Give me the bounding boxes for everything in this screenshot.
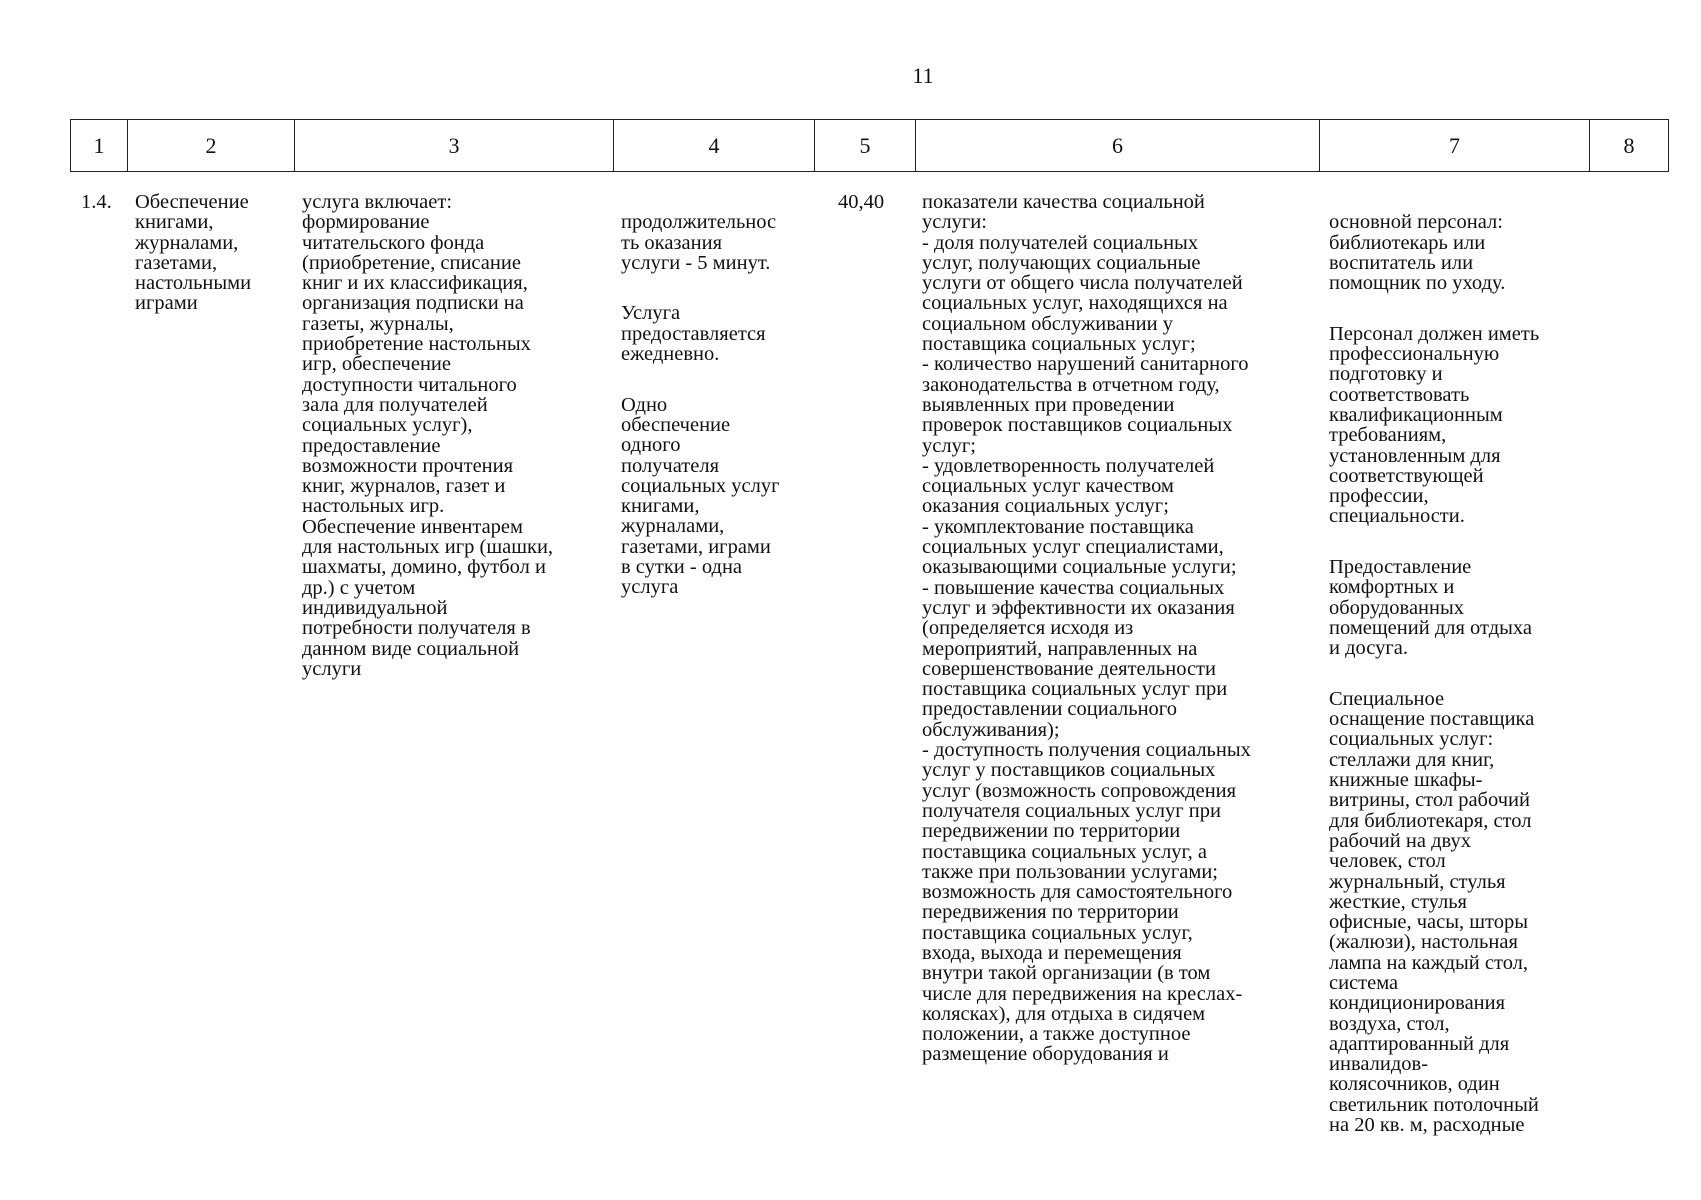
unit-text: Одно обеспечение одного получателя социальных услуг книгами, журналами, газетами, играми в сутки - одна услуга	[621, 393, 780, 599]
duration-text: продолжительнос ть оказания услуги - 5 минут.	[621, 211, 777, 274]
header-cell-1: 1	[71, 120, 128, 172]
service-cost: 40,40	[838, 191, 885, 213]
header-cell-5: 5	[815, 120, 916, 172]
page-number: 11	[912, 63, 934, 88]
premises-text: Предоставление комфортных и оборудованных помещений для отдыха и досуга.	[1329, 556, 1532, 660]
service-duration	[621, 192, 821, 628]
equipment-text: Специальное оснащение поставщика социальных услуг: стеллажи для книг, книжные шкафы- витрины, стол рабочий для библиотекаря, стол рабочий на двух человек, стол журнальный, стулья жесткие, стулья офисные, часы, шторы (жалюзи), настольная лампа на каждый стол, система кондиционирования воздуха, стол, адаптированный для инвалидов- колясочников, один светильник потолочный на 20 кв. м, расходные	[1329, 687, 1539, 1137]
quality-indicators: показатели качества социальной услуги: - доля получателей социальных услуг, получающих социальные услуги от общего числа получателей социальных услуг, находящихся на социальном обслуживании у поставщика социальных услуг; - количество нарушений санитарного законодательства в отчетном году, выявленных при проведении проверок поставщиков социальных услуг; - удовлетворенность получателей социальных услуг качеством оказания социальных услуг; - укомплектование поставщика социальных услуг специалистами, оказывающими социальные услуги; - повышение качества социальных услуг и эффективности их оказания (определяется исходя из мероприятий, направленных на совершенствование деятельности поставщика социальных услуг при предоставлении социального обслуживания); - доступность получения социальных услуг у поставщиков социальных услуг (возможность сопровождения получателя социальных услуг при передвижении по территории поставщика социальных услуг, а также при пользовании услугами; возможность для самостоятельного передвижения по территории поставщика социальных услуг, входа, выхода и перемещения внутри такой организации (в том числе для передвижения на креслах- колясках), для отдыха в сидячем положении, а также доступное размещение оборудования и	[922, 191, 1251, 1066]
service-name: Обеспечение книгами, журналами, газетами, настольными играми	[135, 191, 252, 315]
service-conditions	[1329, 192, 1619, 1166]
header-cell-3: 3	[295, 120, 614, 172]
header-cell-4: 4	[614, 120, 815, 172]
service-description: услуга включает: формирование читательского фонда (приобретение, списание книг и их классификация, организация подписки на газеты, журналы, приобретение настольных игр, обеспечение доступности читального зала для получателей социальных услуг), предоставление возможности прочтения книг, журналов, газет и настольных игр. Обеспечение инвентарем для настольных игр (шашки, шахматы, домино, футбол и др.) с учетом индивидуальной потребности получателя в данном виде социальной услуги	[302, 191, 554, 680]
row-number: 1.4.	[81, 191, 112, 213]
frequency-text: Услуга предоставляется ежедневно.	[621, 302, 766, 366]
staff-text: основной персонал: библиотекарь или воспитатель или помощник по уходу.	[1329, 211, 1506, 295]
header-cell-8: 8	[1590, 120, 1669, 172]
header-cell-2: 2	[128, 120, 295, 172]
column-number-header	[70, 119, 1669, 172]
qualification-text: Персонал должен иметь профессиональную подготовку и соответствовать квалификационным требованиям, установленным для соответствующей профессии, специальности.	[1329, 322, 1540, 528]
header-row	[71, 120, 1669, 172]
header-cell-6: 6	[916, 120, 1320, 172]
header-cell-7: 7	[1320, 120, 1590, 172]
